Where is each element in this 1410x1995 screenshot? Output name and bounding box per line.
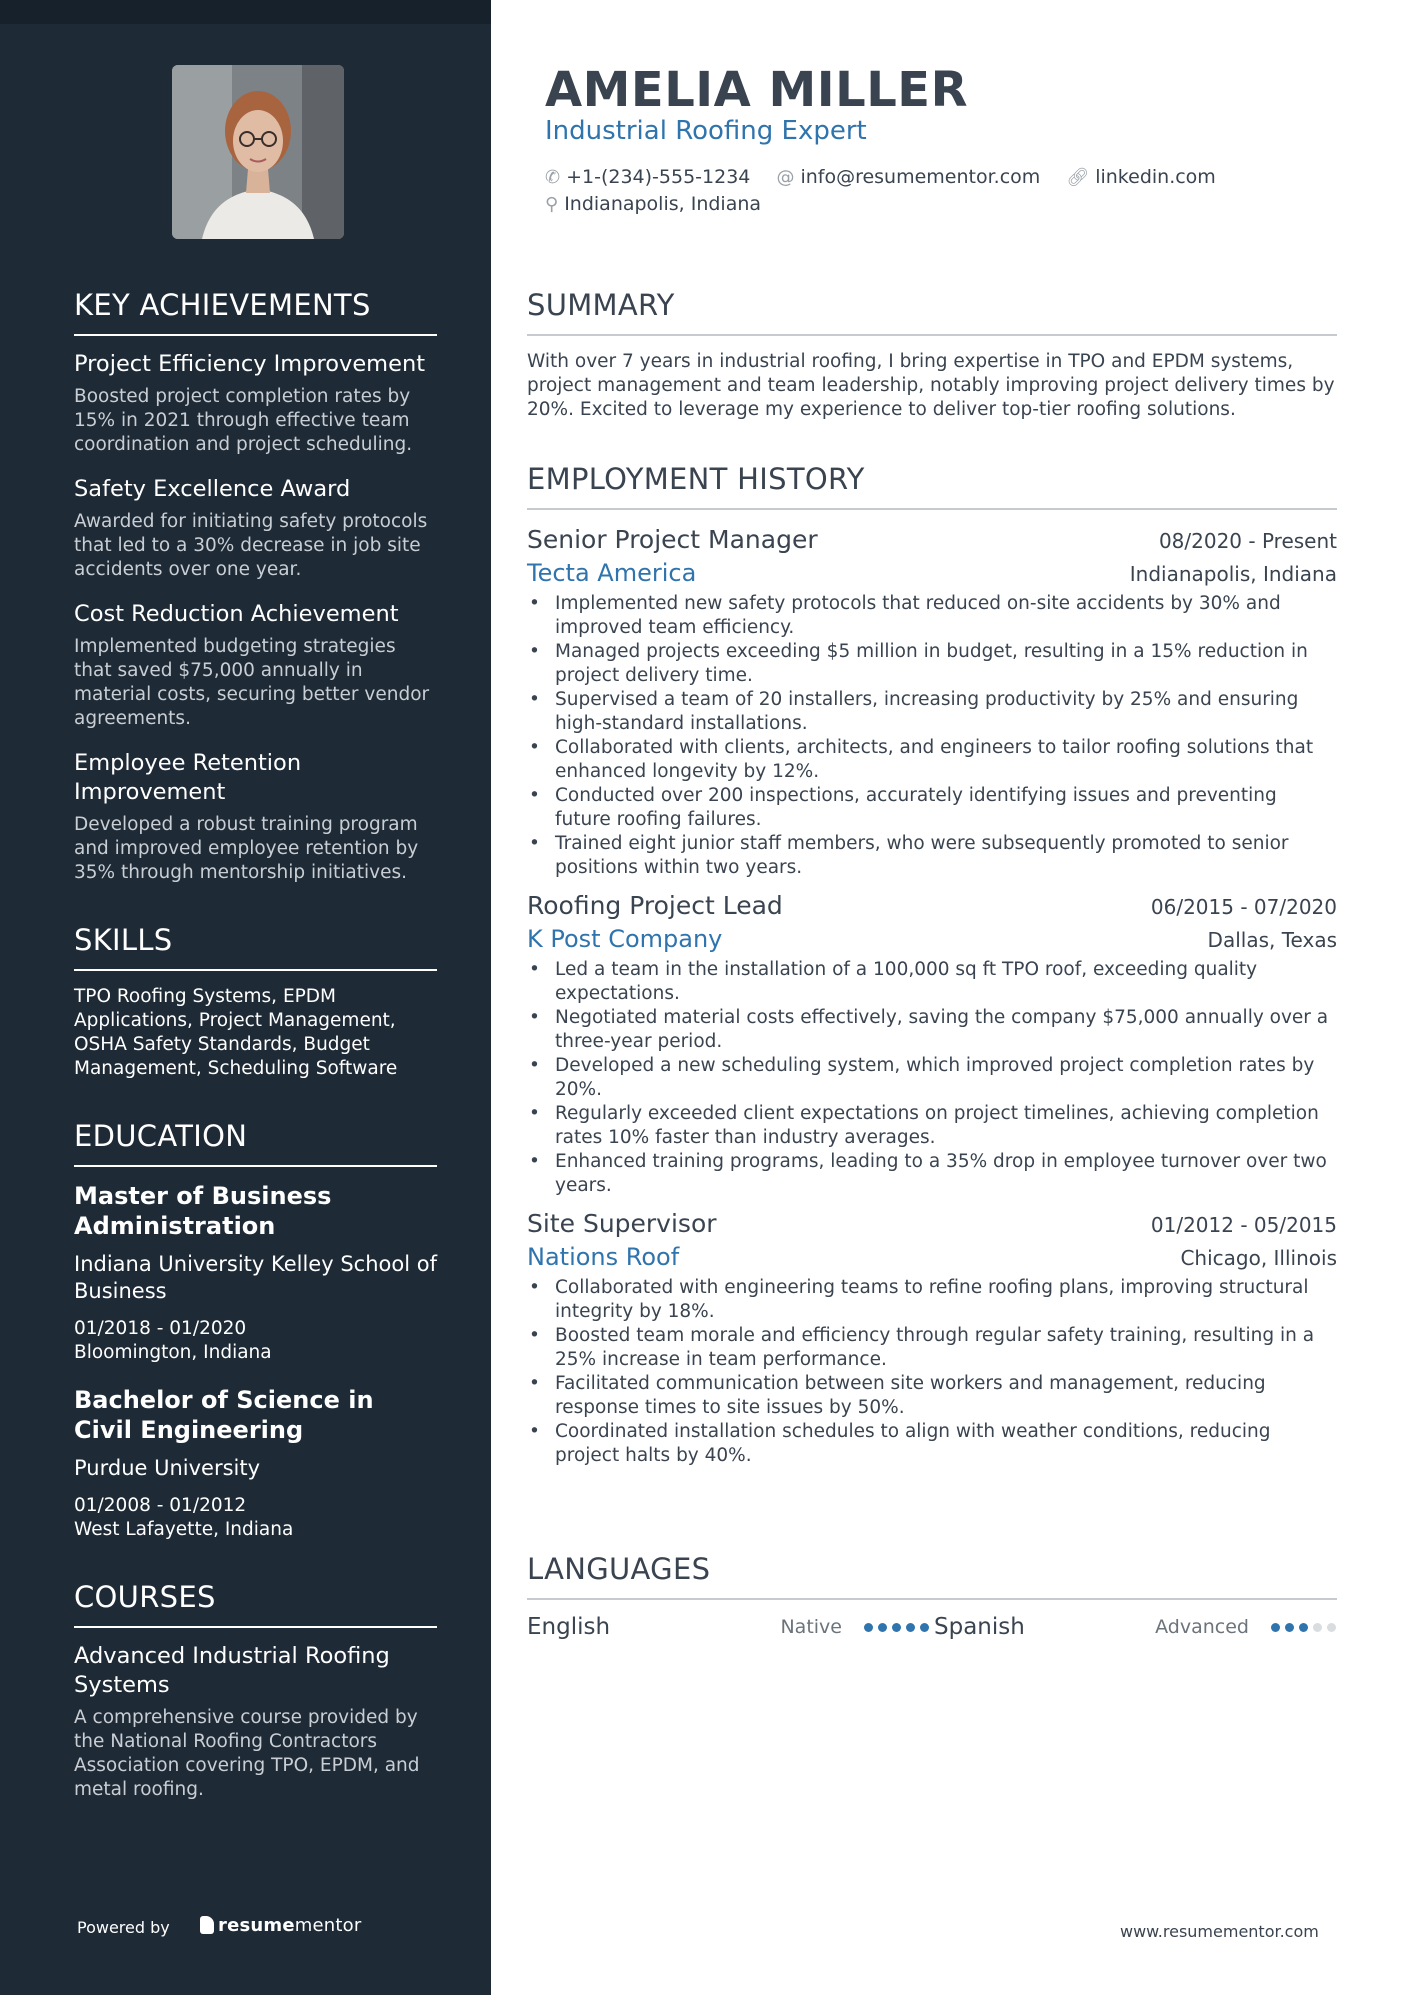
education-section bbox=[74, 1119, 437, 1542]
rating-dot-filled bbox=[892, 1623, 901, 1632]
course-item bbox=[74, 1642, 437, 1802]
language-item bbox=[934, 1614, 1341, 1640]
education-dates: 01/2018 - 01/2020 bbox=[74, 1318, 247, 1339]
education-meta bbox=[74, 1494, 437, 1542]
education-dates: 01/2008 - 01/2012 bbox=[74, 1495, 247, 1516]
resumementor-logo[interactable] bbox=[200, 1915, 361, 1936]
education-location: West Lafayette, Indiana bbox=[74, 1519, 294, 1540]
skills-section bbox=[74, 923, 437, 1081]
job-company: K Post Company bbox=[527, 925, 723, 953]
achievement-item bbox=[74, 350, 437, 457]
courses-section bbox=[74, 1580, 437, 1802]
education-location: Bloomington, Indiana bbox=[74, 1342, 272, 1363]
sidebar-top-band bbox=[0, 0, 491, 24]
language-name: English bbox=[527, 1614, 611, 1640]
job-dates: 06/2015 - 07/2020 bbox=[1150, 895, 1337, 919]
rating-dot-filled bbox=[1271, 1623, 1280, 1632]
avatar-illustration bbox=[172, 65, 344, 239]
job-title: Site Supervisor bbox=[527, 1209, 717, 1238]
footer-url[interactable]: www.resumementor.com bbox=[1120, 1922, 1319, 1941]
job-bullet: • Boosted team morale and efficiency through regular safety training, resulting in a 25% increase in team performance. bbox=[527, 1324, 1337, 1372]
job-bullet: • Collaborated with engineering teams to refine roofing plans, improving structural integrity by 18%. bbox=[527, 1276, 1337, 1324]
job-bullets bbox=[527, 1276, 1337, 1468]
courses-heading: COURSES bbox=[74, 1580, 437, 1628]
achievement-desc: Developed a robust training program and improved employee retention by 35% through mentorship initiatives. bbox=[74, 814, 419, 883]
rating-dot-filled bbox=[1285, 1623, 1294, 1632]
at-sign-icon: @ bbox=[776, 167, 795, 188]
employment-section bbox=[527, 462, 1337, 1478]
location-text: Indianapolis, Indiana bbox=[564, 193, 762, 215]
education-meta bbox=[74, 1317, 437, 1365]
job-bullet: • Enhanced training programs, leading to a 35% drop in employee turnover over two years. bbox=[527, 1150, 1337, 1198]
rating-dot-filled bbox=[1299, 1623, 1308, 1632]
course-title: Advanced Industrial Roofing Systems bbox=[74, 1643, 390, 1698]
job-header bbox=[527, 1208, 1337, 1240]
candidate-name: AMELIA MILLER bbox=[545, 62, 969, 118]
achievement-item bbox=[74, 749, 437, 885]
job-bullet: • Collaborated with clients, architects, and engineers to tailor roofing solutions that enhanced longevity by 12%. bbox=[527, 736, 1337, 784]
language-item bbox=[527, 1614, 934, 1640]
job-bullet: • Developed a new scheduling system, which improved project completion rates by 20%. bbox=[527, 1054, 1337, 1102]
achievement-title: Project Efficiency Improvement bbox=[74, 351, 426, 377]
rating-dot-filled bbox=[920, 1623, 929, 1632]
summary-section bbox=[527, 288, 1337, 422]
job-location: Chicago, Illinois bbox=[1180, 1246, 1337, 1270]
job-company: Tecta America bbox=[527, 559, 697, 587]
job-company: Nations Roof bbox=[527, 1243, 680, 1271]
contact-linkedin[interactable] bbox=[1066, 164, 1215, 191]
job-bullet: • Supervised a team of 20 installers, increasing productivity by 25% and ensuring high-standard installations. bbox=[527, 688, 1337, 736]
sidebar bbox=[0, 0, 491, 1995]
rating-dot-filled bbox=[878, 1623, 887, 1632]
language-rating bbox=[1271, 1623, 1341, 1632]
achievements-section bbox=[74, 288, 437, 885]
job-dates: 08/2020 - Present bbox=[1158, 529, 1337, 553]
job-bullet: • Trained eight junior staff members, who were subsequently promoted to senior positions within two years. bbox=[527, 832, 1337, 880]
job-bullets bbox=[527, 592, 1337, 880]
job-header bbox=[527, 524, 1337, 556]
contact-info bbox=[545, 164, 1325, 218]
link-icon: 🔗︎ bbox=[1066, 167, 1090, 188]
skills-heading: SKILLS bbox=[74, 923, 437, 971]
job-bullet: • Led a team in the installation of a 100,000 sq ft TPO roof, exceeding quality expectations. bbox=[527, 958, 1337, 1006]
achievements-heading: KEY ACHIEVEMENTS bbox=[74, 288, 437, 336]
job-header bbox=[527, 890, 1337, 922]
location-pin-icon: ⚲ bbox=[545, 194, 559, 215]
job-location: Indianapolis, Indiana bbox=[1129, 562, 1337, 586]
phone-text: +1-(234)-555-1234 bbox=[566, 166, 751, 188]
rating-dot-filled bbox=[864, 1623, 873, 1632]
profile-photo bbox=[172, 65, 344, 239]
job-subheader bbox=[527, 556, 1337, 590]
education-heading: EDUCATION bbox=[74, 1119, 437, 1167]
logo-text-bold: resume bbox=[218, 1915, 295, 1936]
languages-section bbox=[527, 1552, 1337, 1640]
achievement-title: Employee Retention Improvement bbox=[74, 750, 302, 805]
job-dates: 01/2012 - 05/2015 bbox=[1150, 1213, 1337, 1237]
job-bullet: • Coordinated installation schedules to align with weather conditions, reducing project halts by 40%. bbox=[527, 1420, 1337, 1468]
logo-mark-icon bbox=[200, 1916, 214, 1934]
job-location: Dallas, Texas bbox=[1207, 928, 1337, 952]
job-bullet: • Facilitated communication between site workers and management, reducing response times to site issues by 50%. bbox=[527, 1372, 1337, 1420]
job-bullet: • Regularly exceeded client expectations on project timelines, achieving completion rates 10% faster than industry averages. bbox=[527, 1102, 1337, 1150]
education-school: Indiana University Kelley School of Business bbox=[74, 1252, 437, 1303]
contact-email[interactable] bbox=[776, 164, 1040, 191]
job-bullet: • Conducted over 200 inspections, accurately identifying issues and preventing future roofing failures. bbox=[527, 784, 1337, 832]
achievement-desc: Implemented budgeting strategies that saved $75,000 annually in material costs, securing better vendor agreements. bbox=[74, 636, 430, 729]
summary-text: With over 7 years in industrial roofing, I bring expertise in TPO and EPDM systems, project management and team leadership, notably improving project delivery times by 20%. Excited to leverage my experience to deliver top-tier roofing solutions. bbox=[527, 351, 1335, 420]
skills-list: TPO Roofing Systems, EPDM Applications, Project Management, OSHA Safety Standards, Budget Management, Scheduling Software bbox=[74, 986, 398, 1079]
contact-location bbox=[545, 191, 761, 218]
job-bullet: • Negotiated material costs effectively, saving the company $75,000 annually over a three-year period. bbox=[527, 1006, 1337, 1054]
language-level: Advanced bbox=[1155, 1616, 1249, 1638]
education-item bbox=[74, 1181, 437, 1365]
job-subheader bbox=[527, 1240, 1337, 1274]
candidate-role: Industrial Roofing Expert bbox=[545, 116, 867, 146]
course-desc: A comprehensive course provided by the National Roofing Contractors Association covering TPO, EPDM, and metal roofing. bbox=[74, 1707, 420, 1800]
achievement-desc: Boosted project completion rates by 15% in 2021 through effective team coordination and project scheduling. bbox=[74, 386, 413, 455]
job-entry bbox=[527, 890, 1337, 1198]
language-rating bbox=[864, 1623, 934, 1632]
achievement-item bbox=[74, 600, 437, 731]
job-title: Senior Project Manager bbox=[527, 525, 818, 554]
summary-heading: SUMMARY bbox=[527, 288, 1337, 336]
rating-dot-filled bbox=[906, 1623, 915, 1632]
achievement-title: Safety Excellence Award bbox=[74, 476, 351, 502]
job-entry bbox=[527, 1208, 1337, 1468]
email-text: info@resumementor.com bbox=[800, 166, 1041, 188]
achievement-item bbox=[74, 475, 437, 582]
phone-icon: ✆ bbox=[545, 167, 561, 188]
job-entry bbox=[527, 524, 1337, 880]
language-name: Spanish bbox=[934, 1614, 1025, 1640]
rating-dot-empty bbox=[1313, 1623, 1322, 1632]
achievement-desc: Awarded for initiating safety protocols that led to a 30% decrease in job site accidents over one year. bbox=[74, 511, 428, 580]
job-subheader bbox=[527, 922, 1337, 956]
sidebar-content bbox=[74, 288, 437, 1840]
job-bullets bbox=[527, 958, 1337, 1198]
logo-text-light: mentor bbox=[294, 1915, 362, 1936]
education-degree: Bachelor of Science in Civil Engineering bbox=[74, 1386, 374, 1444]
powered-by-label: Powered by bbox=[77, 1918, 170, 1937]
job-bullet: • Implemented new safety protocols that reduced on-site accidents by 30% and improved team efficiency. bbox=[527, 592, 1337, 640]
education-school: Purdue University bbox=[74, 1456, 261, 1480]
contact-phone[interactable] bbox=[545, 164, 750, 191]
job-bullet: • Managed projects exceeding $5 million in budget, resulting in a 15% reduction in project delivery time. bbox=[527, 640, 1337, 688]
rating-dot-empty bbox=[1327, 1623, 1336, 1632]
languages-list bbox=[527, 1614, 1337, 1640]
languages-heading: LANGUAGES bbox=[527, 1552, 1337, 1600]
achievement-title: Cost Reduction Achievement bbox=[74, 601, 399, 627]
education-degree: Master of Business Administration bbox=[74, 1182, 332, 1240]
language-level: Native bbox=[780, 1616, 842, 1638]
linkedin-text: linkedin.com bbox=[1095, 166, 1216, 188]
employment-heading: EMPLOYMENT HISTORY bbox=[527, 462, 1337, 510]
education-item bbox=[74, 1385, 437, 1542]
job-title: Roofing Project Lead bbox=[527, 891, 783, 920]
